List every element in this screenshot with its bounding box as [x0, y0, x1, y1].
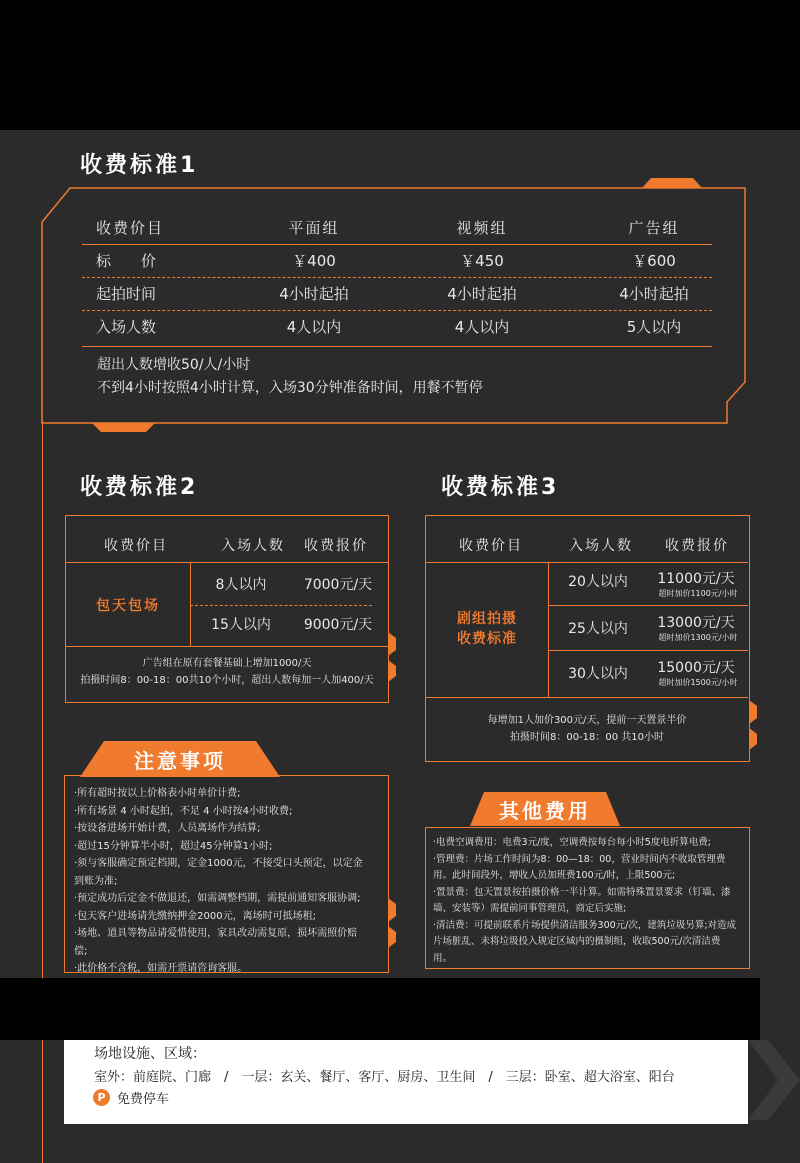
parking-icon: P: [93, 1089, 110, 1106]
std3-header: 收费价目: [459, 538, 523, 554]
overtime-cell: 超时加价1300元/小时: [658, 633, 738, 642]
list-item: 墙、安装等）需提前同事管理员，商定后实施;: [433, 903, 627, 914]
price-cell: 9000元/天: [303, 617, 373, 633]
row-label: 入场人数: [96, 318, 157, 336]
list-item: ·电费空调费用：电费3元/度，空调费按每台每小时5度电折算电费;: [433, 837, 712, 848]
list-item: 偿;: [74, 945, 88, 957]
std1-header: 广告组: [628, 219, 680, 237]
note-line: 每增加1人加价300元/天，提前一天置景半价: [487, 715, 687, 726]
row-label: 起拍时间: [96, 285, 157, 303]
std3-header: 收费报价: [665, 538, 729, 554]
facility-title: 场地设施、区域：: [94, 1046, 206, 1062]
divider: [548, 605, 748, 606]
table-row: [548, 655, 748, 695]
note-line: 广告组在原有套餐基础上增加1000/天: [142, 658, 312, 669]
price-cell: 11000元/天: [657, 571, 735, 587]
overtime-cell: 超时加价1100元/小时: [658, 589, 738, 598]
parking-label: 免费停车: [117, 1092, 170, 1107]
std1-header: 平面组: [288, 219, 340, 237]
price-cell: 15000元/天: [657, 660, 735, 676]
table-row: [548, 610, 748, 650]
right-chevron-deco: [748, 1040, 800, 1120]
std2-header: 收费报价: [304, 538, 368, 554]
list-item: ·包天客户进场请先缴纳押金2000元，离场时可抵场租;: [74, 910, 316, 922]
list-item: ·清洁费：可提前联系片场提供清洁服务300元/次，建筑垃圾另算;对造成: [433, 919, 737, 931]
std3-header: 入场人数: [569, 538, 633, 554]
list-item: ·置景费：包天置景按拍摄价格一半计算。如需特殊置景要求（钉墙、漆: [433, 886, 731, 898]
cell: 4人以内: [286, 318, 342, 336]
divider: [190, 605, 372, 606]
cell: ￥450: [460, 252, 504, 270]
list-item: ·超过15分钟算半小时，超过45分钟算1小时;: [74, 840, 273, 852]
note-line: 拍摄时间8：00-18：00共10个小时，超出人数每加一人加400/天: [80, 675, 374, 686]
group-label-line: 剧组拍摄: [457, 611, 517, 627]
std2-notes: [66, 655, 388, 689]
people-cell: 8人以内: [215, 577, 267, 593]
attention-list: [74, 785, 363, 978]
std2-side-deco: [388, 632, 400, 682]
list-item: ·按设备进场开始计费，人员离场作为结算;: [74, 823, 261, 834]
std2-header: 入场人数: [221, 538, 285, 554]
overtime-cell: 超时加价1500元/小时: [658, 678, 738, 687]
std2-header: 收费价目: [104, 538, 168, 554]
note-line: 拍摄时间8：00-18：00 共10小时: [509, 732, 665, 743]
cell: ￥400: [292, 252, 336, 270]
table-row: [82, 311, 712, 343]
cell: 4人以内: [454, 318, 510, 336]
cell: 5人以内: [626, 318, 682, 336]
left-accent-line: [42, 420, 43, 1163]
std3-title: 收费标准3: [441, 475, 560, 500]
people-cell: 25人以内: [568, 621, 628, 637]
other-list: [433, 835, 736, 967]
std1-header: 视频组: [456, 219, 508, 237]
black-band: [0, 978, 760, 1040]
divider: [66, 562, 388, 563]
divider: [66, 646, 388, 647]
list-item: 用。: [433, 952, 453, 964]
group-label-line: 收费标准: [457, 631, 517, 647]
cell: 4小时起拍: [619, 285, 689, 303]
std3-side-deco: [749, 700, 761, 750]
attention-side-deco: [388, 898, 400, 948]
std3-notes: [426, 712, 748, 746]
std2-group-label: 包天包场: [96, 598, 160, 614]
std3-group-label: [426, 609, 548, 649]
table-row: [82, 278, 712, 310]
list-item: ·所有超时按以上价格表小时单价计费;: [74, 788, 241, 799]
std1-header: 收费价目: [96, 219, 165, 237]
divider: [426, 697, 748, 698]
people-cell: 20人以内: [568, 574, 628, 590]
cell: 4小时起拍: [279, 285, 349, 303]
price-cell: 13000元/天: [657, 615, 735, 631]
price-cell: 7000元/天: [303, 577, 373, 593]
list-item: ·管理费：片场工作时间为8：00—18：00，营业时间内不收取管理费: [433, 853, 726, 865]
list-item: ·此价格不含税，如需开票请咨询客服。: [74, 963, 248, 974]
table-row: [548, 566, 748, 606]
std2-title: 收费标准2: [80, 475, 199, 500]
divider: [426, 562, 748, 563]
row-label: 标 价: [96, 252, 157, 270]
list-item: ·须与客服确定预定档期，定金1000元，不接受口头预定，以定金: [74, 858, 363, 869]
note-line: 不到4小时按照4小时计算，入场30分钟准备时间，用餐不暂停: [97, 380, 483, 396]
list-item: 用。此时间段外，增收人员加班费100元/时，上限500元;: [433, 870, 676, 881]
divider: [82, 346, 712, 347]
std1-header-row: [82, 212, 712, 244]
cell: ￥600: [632, 252, 676, 270]
cell: 4小时起拍: [447, 285, 517, 303]
people-cell: 30人以内: [568, 666, 628, 682]
table-row: [82, 245, 712, 277]
list-item: 片场脏乱、未将垃圾投入规定区域内的摄制组，收取500元/次清洁费: [433, 936, 721, 947]
people-cell: 15人以内: [211, 617, 271, 633]
list-item: ·所有场景 4 小时起拍，不足 4 小时按4小时收费;: [74, 805, 293, 817]
std1-notes: [97, 354, 483, 400]
other-title: 其他费用: [499, 799, 591, 823]
std1-title: 收费标准1: [80, 153, 199, 178]
note-line: 超出人数增收50/人/小时: [97, 357, 251, 373]
std1-table: [82, 212, 712, 352]
list-item: 到账为准;: [74, 875, 118, 887]
facility-line: 室外：前庭院、门廊 / 一层：玄关、餐厅、客厅、厨房、卫生间 / 三层：卧室、超大浴室、阳台: [94, 1070, 675, 1085]
attention-title: 注意事项: [134, 749, 226, 773]
list-item: ·场地、道具等物品请爱惜使用，家具改动需复原，损坏需照价赔: [74, 928, 358, 939]
list-item: ·预定成功后定金不做退还，如需调整档期，需提前通知客服协调;: [74, 893, 361, 904]
divider: [548, 650, 748, 651]
